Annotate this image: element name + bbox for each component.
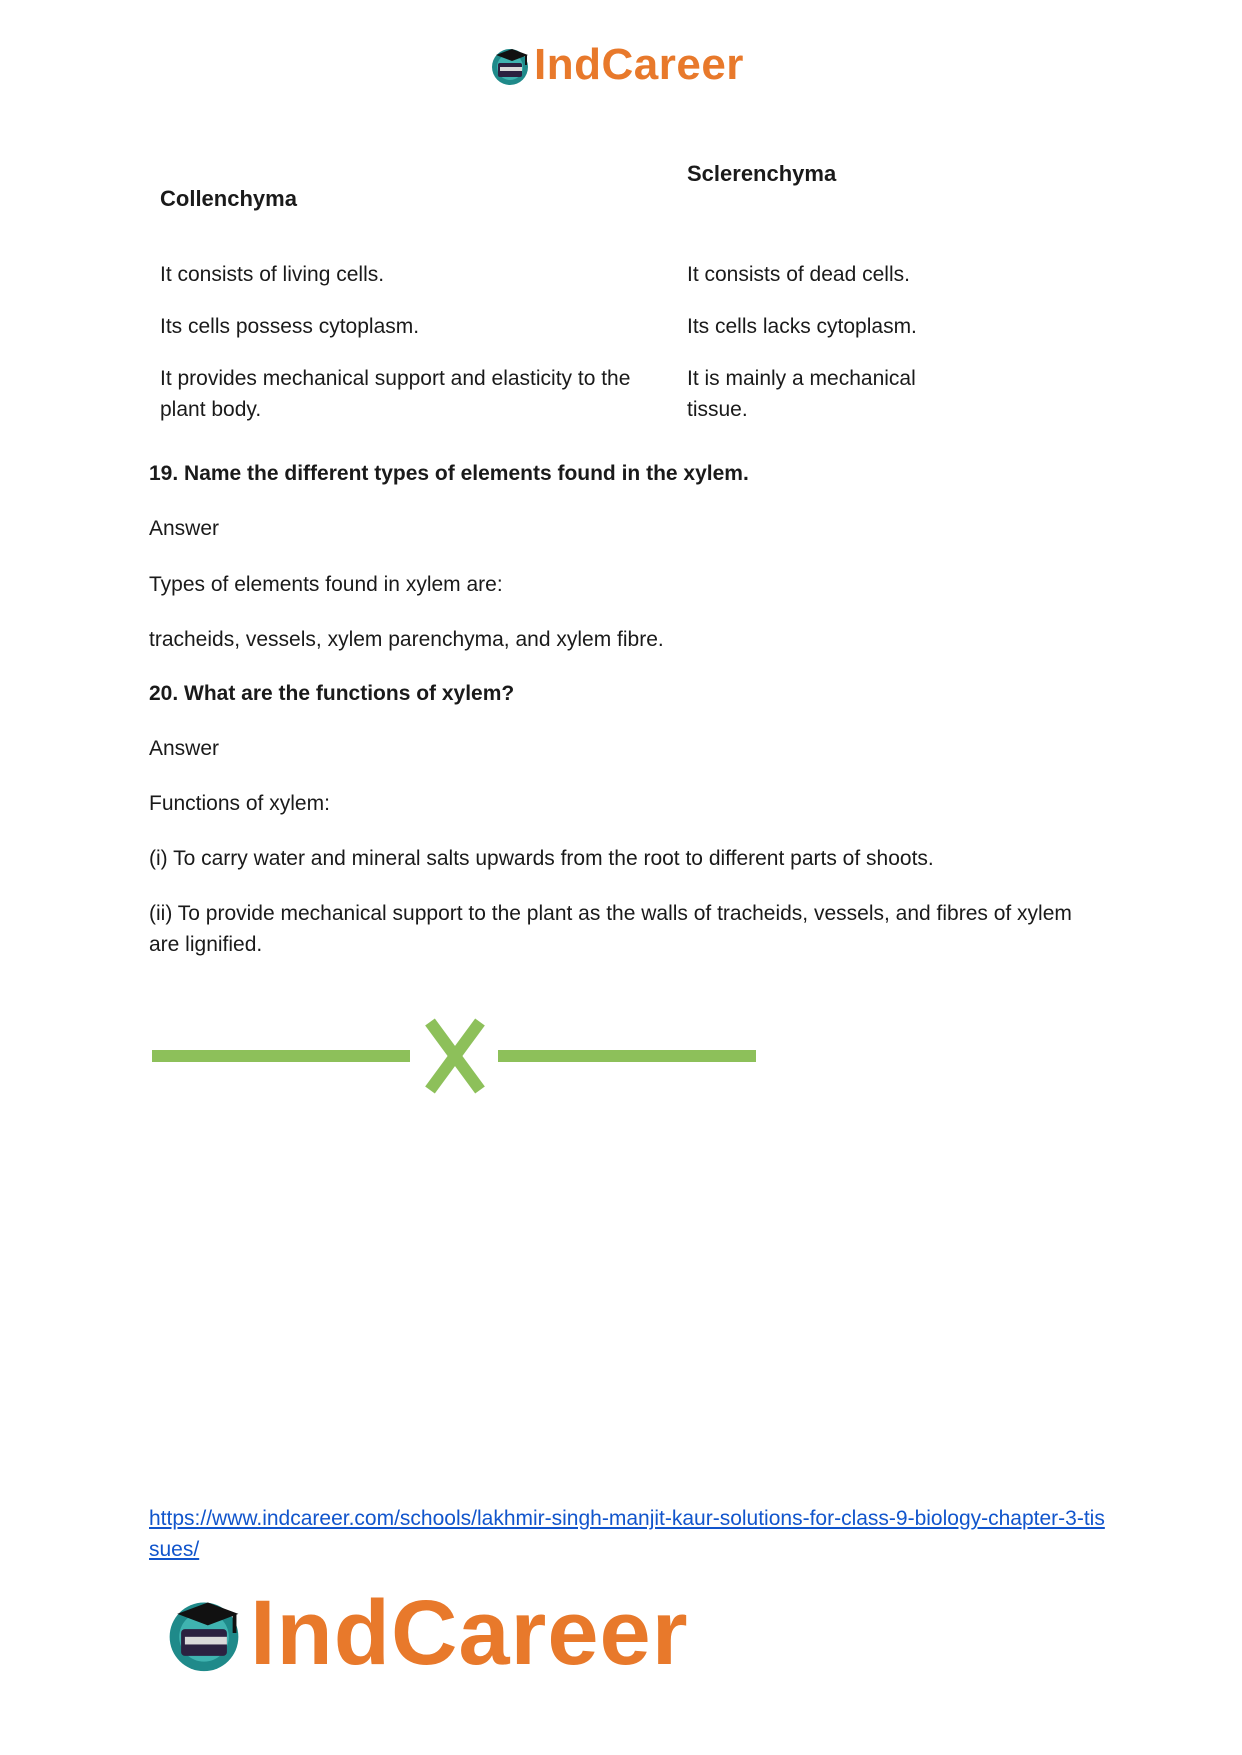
x-mark-icon [430,1022,480,1090]
table-header-sclerenchyma: Sclerenchyma [687,161,837,186]
globe-book-icon [162,1591,246,1675]
footer-logo [162,1582,689,1684]
question-20: 20. What are the functions of xylem? [149,682,515,705]
answer-label: Answer [149,737,220,760]
table-cell: It is mainly a mechanical tissue. [687,367,916,421]
answer-text: tracheids, vessels, xylem parenchyma, and xylem fibre. [149,628,664,651]
header-logo [488,40,744,90]
table-cell: It consists of dead cells. [687,263,910,286]
answer-text: (ii) To provide mechanical support to the plant as the walls of tracheids, vessels, and fibres of xylem are lignified. [149,902,1072,956]
table-header-collenchyma: Collenchyma [160,186,297,211]
section-divider [150,1012,760,1102]
table-cell: Its cells possess cytoplasm. [160,315,420,338]
answer-text: (i) To carry water and mineral salts upwards from the root to different parts of shoots. [149,847,934,870]
table-cell: It provides mechanical support and elasticity to the plant body. [160,367,631,421]
source-link[interactable]: https://www.indcareer.com/schools/lakhmir-singh-manjit-kaur-solutions-for-class-9-biology-chapter-3-tissues/ [149,1507,1105,1561]
table-cell: Its cells lacks cytoplasm. [687,315,917,338]
table-cell: It consists of living cells. [160,263,385,286]
answer-text: Functions of xylem: [149,792,330,815]
answer-label: Answer [149,517,220,540]
brand-name: IndCareer [250,1582,689,1684]
question-19: 19. Name the different types of elements found in the xylem. [149,462,749,485]
brand-name: IndCareer [534,40,744,89]
globe-book-icon [488,43,532,87]
answer-text: Types of elements found in xylem are: [149,573,503,596]
